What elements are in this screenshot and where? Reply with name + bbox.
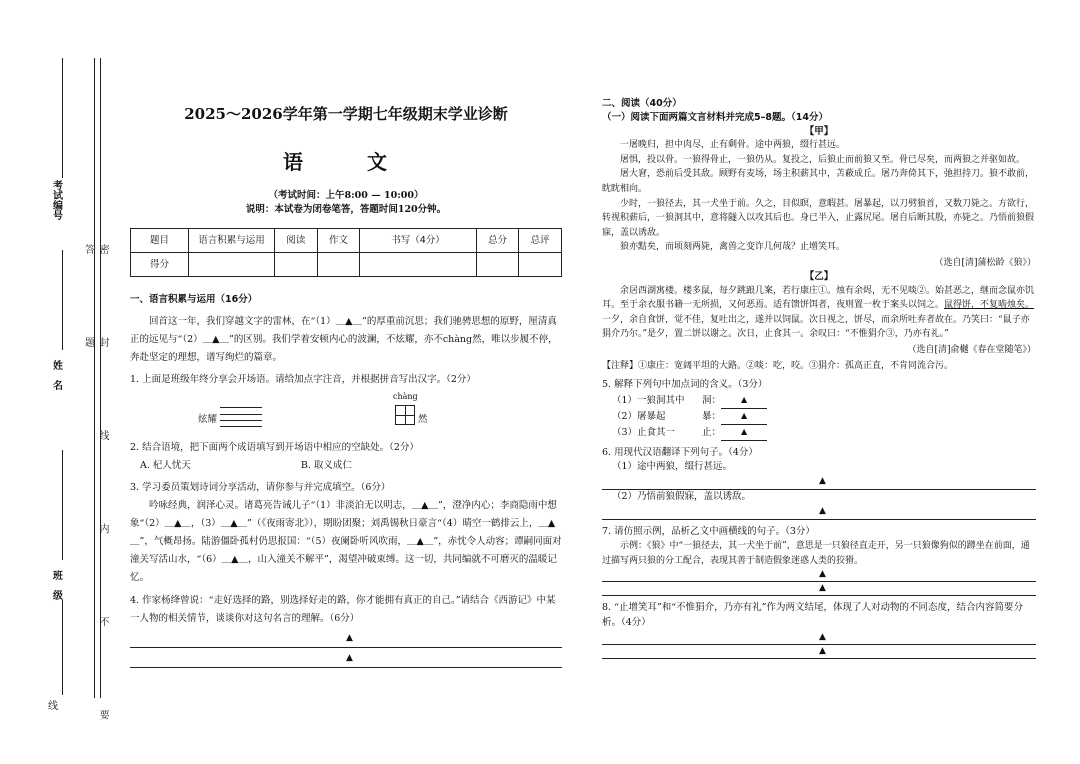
q6-answer-line[interactable] xyxy=(602,504,1036,520)
q7-answer-line[interactable] xyxy=(602,568,1036,582)
q5-blank[interactable]: ▲ xyxy=(721,425,767,441)
q2-options xyxy=(130,457,562,475)
exam-number-field[interactable] xyxy=(62,58,63,178)
jia-paragraph: 屠大窘，恐前后受其敌。顾野有麦场，场主积薪其中，苫蔽成丘。屠乃奔倚其下，弛担持刀。狼不敢前，眈眈相向。 xyxy=(602,169,1035,195)
part2-sub-heading: （一）阅读下面两篇文言材料并完成5–8题。（14分） xyxy=(602,111,828,123)
score-col-overall: 总评 xyxy=(519,229,562,253)
q5-word: 洞： xyxy=(702,394,722,406)
q3-text: 吟咏经典，润泽心灵。诸葛亮告诫儿子“（1）非淡泊无以明志，＿▲＿”，澄净内心；李商隐雨中想象“（2）＿▲＿，（3）＿▲＿”（《夜雨寄北》），期盼团聚；刘禹锡秋日豪言“（4）晴空一鹤排云上，＿▲＿”，气概昂扬。陆游僵卧孤村仍思报国：“（5）夜阑卧听风吹雨，＿▲＿”，赤忱令人动容；谭嗣同面对潼关写活山水，“（6）＿▲＿，山入潼关不解平”，渴望冲破束缚。这一切，共同编就不可磨灭的温暖记忆。 xyxy=(130,500,562,584)
score-table-header xyxy=(131,229,562,253)
q4-answer-line[interactable] xyxy=(130,628,562,648)
yi-underlined-sentence: 鼠得饼，不复啮烛矣。 xyxy=(944,300,1035,311)
q8-answer-line[interactable] xyxy=(602,645,1036,659)
answer-mark: ▲ xyxy=(819,505,826,516)
edge-char: 线 xyxy=(48,701,58,712)
score-col-total: 总分 xyxy=(476,229,519,253)
q1-word-ran: 然 xyxy=(418,414,428,426)
answer-mark: ▲ xyxy=(819,476,826,487)
q4-answer-line[interactable] xyxy=(130,648,562,668)
exam-number-label: 考试编号 xyxy=(50,180,62,220)
yi-text-c: 一夕，余自食饼，觉不佳，复吐出之，遂并以饲鼠。次日视之，饼尽，而余所吐弃者故在。乃笑曰：“鼠子亦狷介乃尔。”是夕，置二饼以谢之。次日，止食其一。余叹曰：“不惟狷介③，乃亦有礼。” xyxy=(602,314,1030,340)
q1-character-box[interactable] xyxy=(395,405,415,425)
exam-time: （考试时间：上午8:00 — 10:00） xyxy=(268,189,424,201)
score-col-essay: 作文 xyxy=(317,229,360,253)
exam-info xyxy=(130,189,562,218)
q5-blank[interactable]: ▲ xyxy=(721,393,767,409)
score-col-writing: 书写（4分） xyxy=(360,229,476,253)
answer-mark: ▲ xyxy=(819,583,826,594)
left-column xyxy=(130,100,562,668)
score-col-reading: 阅读 xyxy=(275,229,318,253)
seal-warning: 密 封 线 内 不 要 答 题 xyxy=(82,244,108,760)
question-6: 6. 用现代汉语翻译下列句子。（4分） xyxy=(602,447,758,459)
q5-sentence: （2）屠暴起 xyxy=(612,410,666,422)
class-field[interactable] xyxy=(62,450,63,560)
score-cell[interactable] xyxy=(317,253,360,277)
q5-item xyxy=(602,393,1036,409)
jia-paragraph: 一屠晚归，担中肉尽，止有剩骨。途中两狼，缀行甚远。 xyxy=(620,140,846,151)
class-label: 班 级 xyxy=(50,570,62,600)
right-column xyxy=(602,97,1036,659)
q5-sentence: （1）一狼洞其中 xyxy=(612,394,685,406)
q6-answer-line[interactable] xyxy=(602,474,1036,490)
q1-answer-area xyxy=(130,391,562,435)
q8-answer-line[interactable] xyxy=(602,631,1036,645)
question-7: 7. 请仿照示例，品析乙文中画横线的句子。（3分） xyxy=(602,525,815,537)
score-cell[interactable] xyxy=(189,253,275,277)
answer-mark: ▲ xyxy=(346,632,353,643)
answer-mark: ▲ xyxy=(819,631,826,642)
q5-sentence: （3）止食其一 xyxy=(612,426,676,438)
text-yi-title: 【乙】 xyxy=(804,270,834,282)
jia-source: （选自[清]蒲松龄《狼》） xyxy=(934,257,1036,268)
score-col-language: 语言积累与运用 xyxy=(189,229,275,253)
exam-title: 2025～2026学年第一学期七年级期末学业诊断 xyxy=(184,105,508,123)
q5-item xyxy=(602,409,1036,425)
question-4: 4. 作家杨绛曾说：“走好选择的路，别选择好走的路，你才能拥有真正的自己。”请结合《西游记》中某一人物的相关情节，谈谈你对这句名言的理解。（6分） xyxy=(130,594,556,624)
q1-word-xuanyao: 炫耀 xyxy=(198,414,218,426)
answer-mark: ▲ xyxy=(819,569,826,580)
score-cell[interactable] xyxy=(275,253,318,277)
question-3: 3. 学习委员策划诗词分享活动，请你参与并完成填空。（6分） xyxy=(130,482,391,494)
question-2: 2. 结合语境，把下面两个成语填写到开场语中相应的空缺处。（2分） xyxy=(130,442,419,454)
score-cell[interactable] xyxy=(360,253,476,277)
part1-intro: 回首这一年，我们穿越文字的雷林，在“（1）＿▲＿”的厚重前沉思；我们驰骋思想的原野，厘清真正的远见与“（2）＿▲＿”的区别。我们学着安顿内心的波澜，不炫耀，亦不chàng然，唯以步履不停，奔赴坚定的理想，谱写绚烂的篇章。 xyxy=(130,315,558,364)
question-8: 8. “止增笑耳”和“不惟狷介，乃亦有礼”作为两文结尾，体现了人对动物的不同态度，结合内容简要分析。（4分） xyxy=(602,602,1024,629)
jia-paragraph: 狼亦黠矣，而顷刻两毙，禽兽之变诈几何哉？止增笑耳。 xyxy=(620,242,846,253)
score-table-row xyxy=(131,253,562,277)
q5-blank[interactable]: ▲ xyxy=(721,409,767,425)
part1-heading: 一、语言积累与运用（16分） xyxy=(130,294,258,306)
answer-mark: ▲ xyxy=(819,645,826,656)
q2-option-b: B. 取义成仁 xyxy=(300,460,352,472)
q1-pinyin: chàng xyxy=(393,392,418,402)
score-cell[interactable] xyxy=(519,253,562,277)
question-5: 5. 解释下列句中加点词的含义。（3分） xyxy=(602,379,768,391)
q2-option-a: A. 杞人忧天 xyxy=(140,460,191,472)
question-1: 1. 上面是班级年终分享会开场语。请给加点字注音，并根据拼音写出汉字。（2分） xyxy=(130,374,476,386)
score-cell[interactable] xyxy=(476,253,519,277)
yi-text-a: 余居西湖寓楼。楼多鼠，每夕跳踉几案，若行康庄①。烛有余烬，无不见啖②。始甚恶之，继而念鼠亦饥耳。至于余衣服书籍一无所损，又何恶焉。适有馈饼饵者，夜则置一枚于案头以饲之。 xyxy=(602,285,1035,311)
q5-word: 止： xyxy=(702,426,722,438)
subject-title: 语 文 xyxy=(283,149,409,174)
yi-source: （选自[清]俞樾《春在堂随笔》） xyxy=(907,345,1036,356)
q7-answer-line[interactable] xyxy=(602,582,1036,596)
class-field-lower[interactable] xyxy=(62,600,63,695)
exam-note: 说明：本试卷为闭卷笔答，答题时间120分钟。 xyxy=(245,204,447,216)
text-jia-title: 【甲】 xyxy=(804,125,834,137)
yi-paragraph xyxy=(602,284,1036,342)
q1-pinyin-box[interactable] xyxy=(220,407,262,427)
name-label: 姓 名 xyxy=(50,360,62,390)
q5-item xyxy=(602,425,1036,441)
score-row-label: 得分 xyxy=(131,253,189,277)
yi-notes: 【注释】①康庄：宽阔平坦的大路。②啖：吃，咬。③狷介：孤高正直，不肯同流合污。 xyxy=(602,361,954,372)
score-table xyxy=(130,228,562,277)
jia-paragraph: 少时，一狼径去，其一犬坐于前。久之，目似瞑，意暇甚。屠暴起，以刀劈狼首，又数刀毙之。方欲行，转视积薪后，一狼洞其中，意将隧入以攻其后也。身已半入，止露尻尾。屠自后断其股，亦毙之。乃悟前狼假寐，盖以诱敌。 xyxy=(602,198,1035,238)
q6-sentence-1: （1）途中两狼，缀行甚远。 xyxy=(612,461,733,473)
score-col-item: 题目 xyxy=(131,229,189,253)
part2-heading: 二、阅读（40分） xyxy=(602,98,682,109)
q5-word: 暴： xyxy=(702,410,722,422)
answer-mark: ▲ xyxy=(346,652,353,663)
jia-paragraph: 屠惧，投以骨。一狼得骨止，一狼仍从。复投之，后狼止而前狼又至。骨已尽矣，而两狼之并驱如故。 xyxy=(620,154,1026,165)
name-field[interactable] xyxy=(62,250,63,350)
q7-example: 示例：《狼》中“一狼径去，其一犬坐于前”，意思是一只狼径直走开，另一只狼像狗似的蹲坐在前面，通过描写两只狼的分工配合，表现其善于制造假象迷惑人类的狡猾。 xyxy=(602,541,1030,566)
q6-sentence-2: （2）乃悟前狼假寐，盖以诱敌。 xyxy=(612,491,752,503)
